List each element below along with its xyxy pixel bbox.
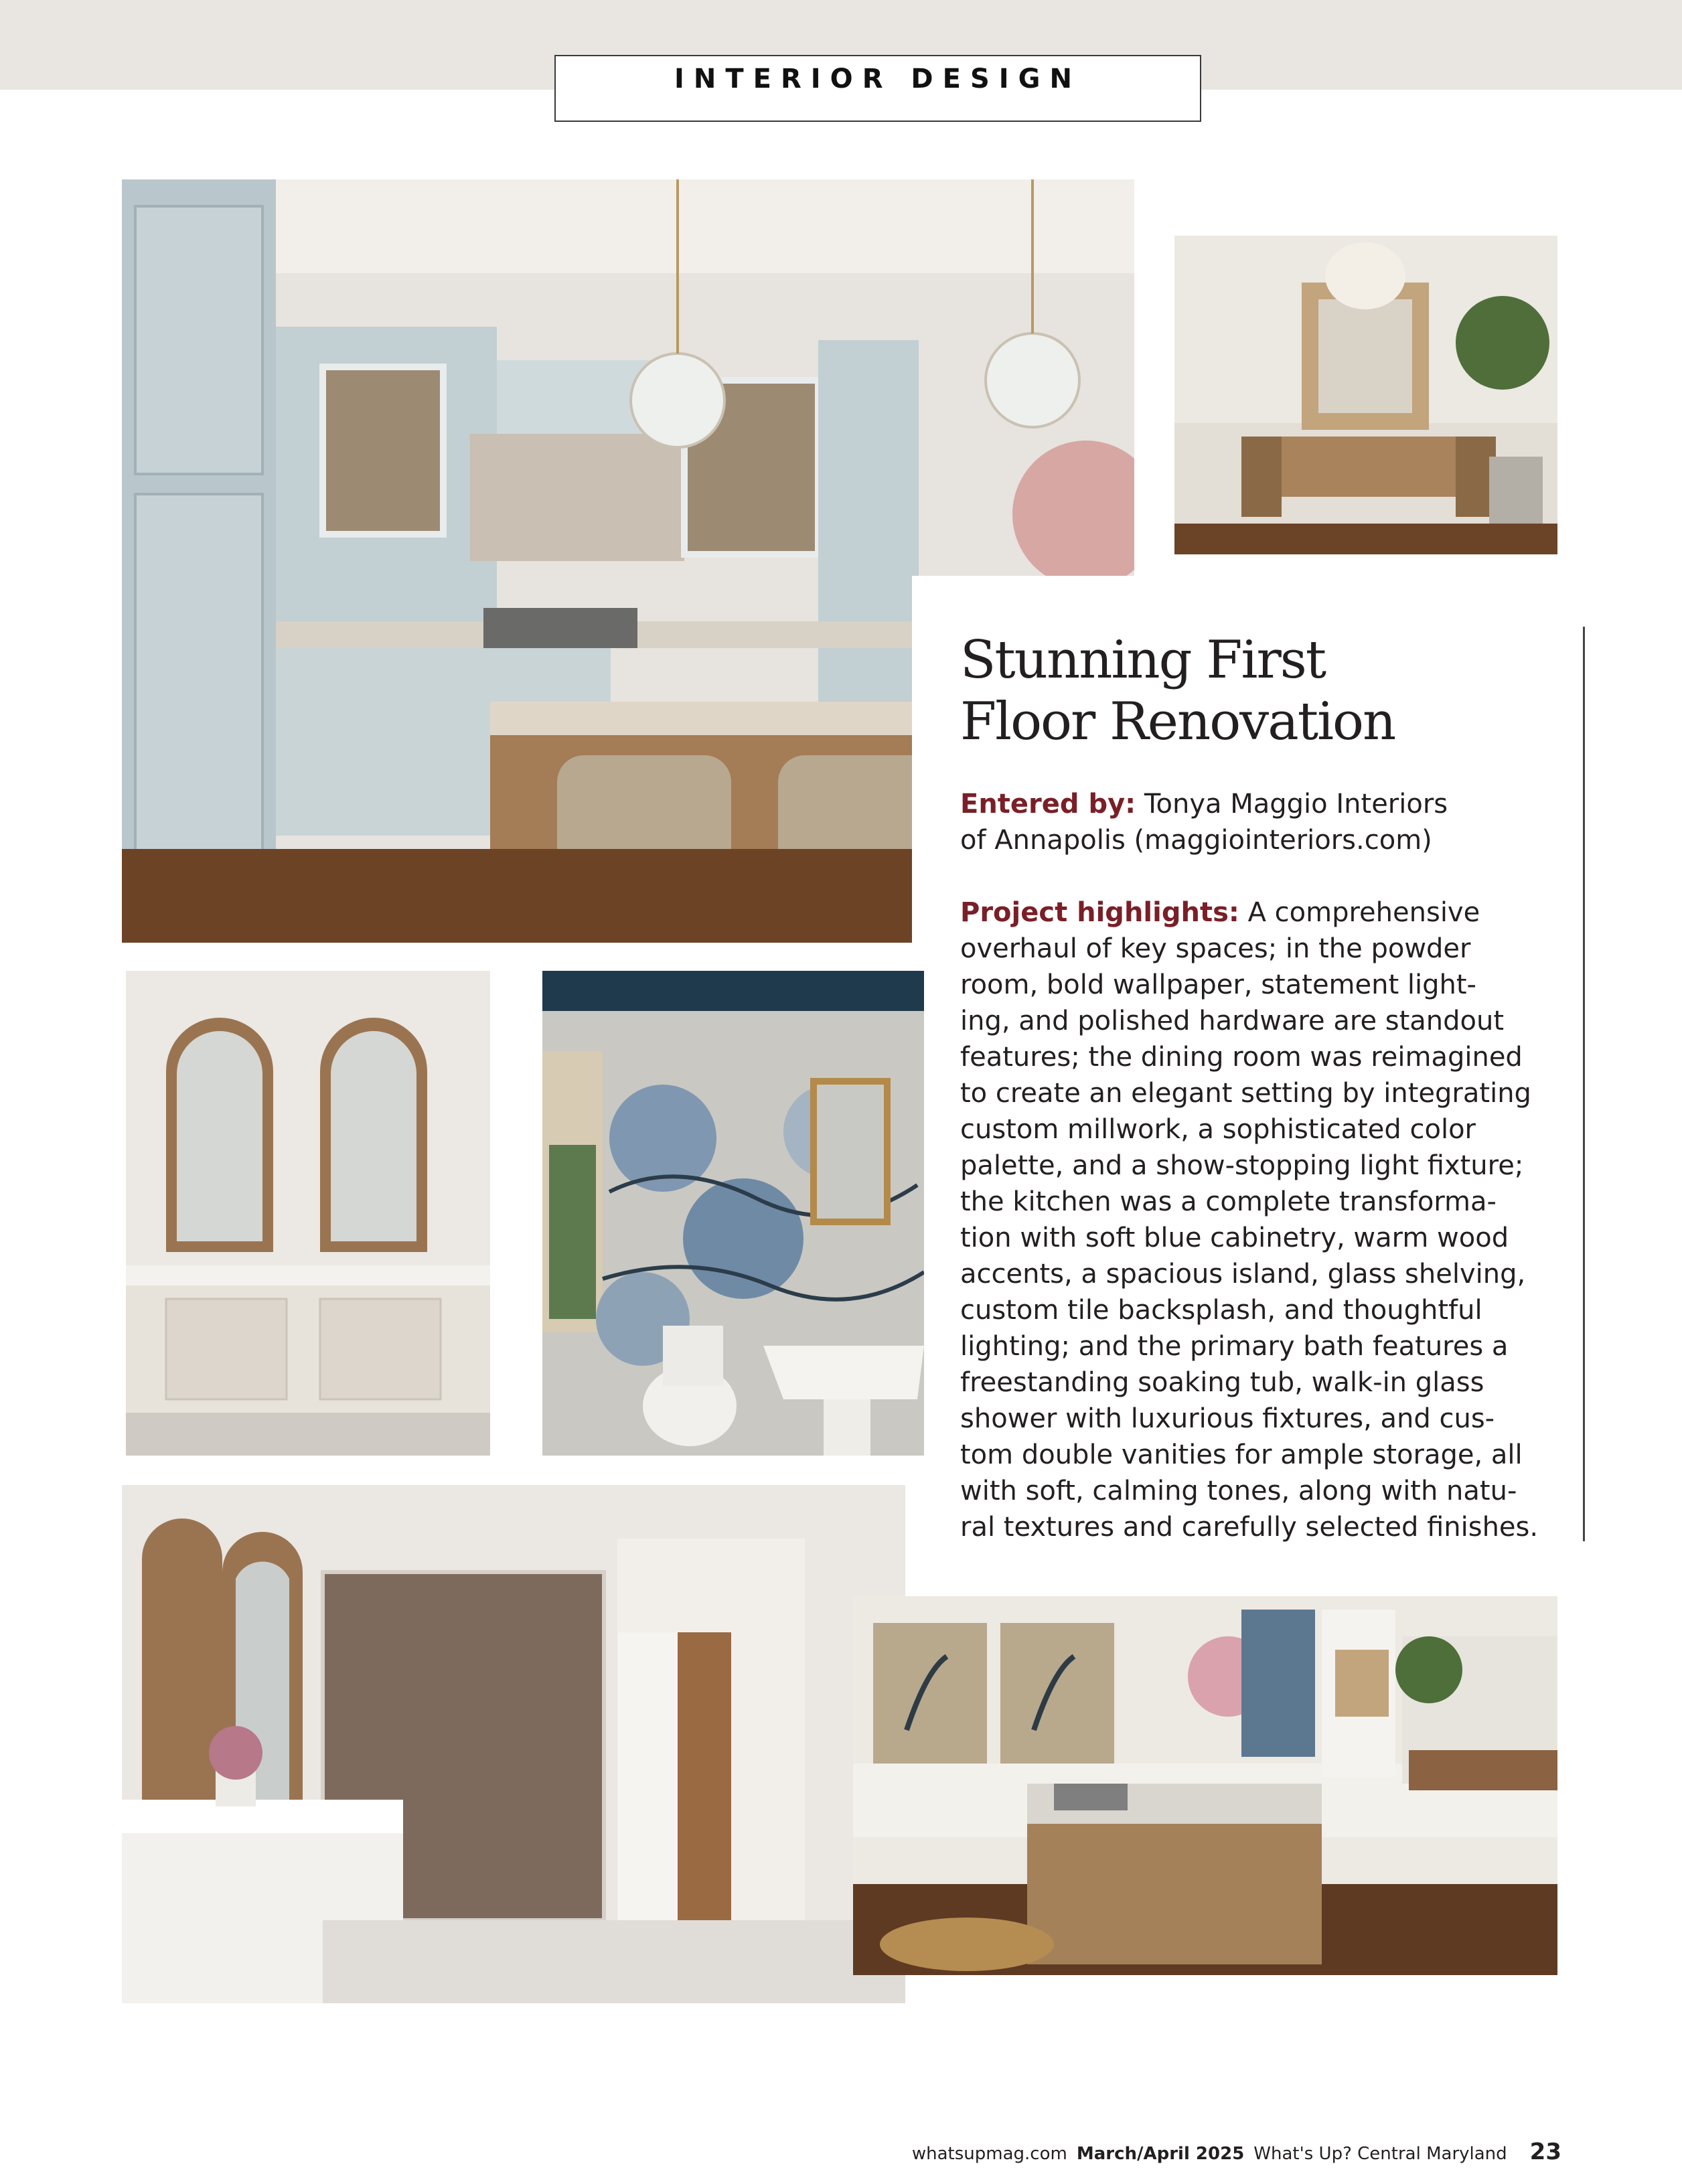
page-number: 23: [1529, 2138, 1561, 2165]
highlights-line: with soft, calming tones, along with natu-: [960, 1476, 1517, 1506]
section-label: INTERIOR DESIGN: [674, 64, 1081, 94]
highlights-line: shower with luxurious fixtures, and cus-: [960, 1403, 1495, 1434]
title-line: Floor Renovation: [960, 692, 1395, 752]
highlights-line: overhaul of key spaces; in the powder: [960, 933, 1471, 964]
highlights-line: features; the dining room was reimagined: [960, 1042, 1523, 1073]
powder-room-photo: [542, 971, 924, 1456]
highlights-line: tion with soft blue cabinetry, warm wood: [960, 1223, 1509, 1253]
article-title: [960, 629, 1549, 753]
highlights-line: accents, a spacious island, glass shelving,: [960, 1259, 1526, 1290]
primary-bath-photo: [122, 1485, 905, 2003]
highlights-line: tom double vanities for ample storage, all: [960, 1439, 1523, 1470]
footer-site: whatsupmag.com: [911, 2144, 1067, 2164]
entered-by-text: Tonya Maggio Interiors: [1144, 789, 1448, 820]
highlights-line: custom tile backsplash, and thoughtful: [960, 1295, 1482, 1326]
footer-publication: What's Up? Central Maryland: [1253, 2144, 1507, 2164]
footer-issue: March/April 2025: [1076, 2144, 1245, 2164]
highlights-paragraph: [960, 894, 1563, 1545]
highlights-text: A comprehensive: [1247, 897, 1480, 928]
highlights-line: the kitchen was a complete transforma-: [960, 1186, 1497, 1217]
vanity-mirrors-photo: [126, 971, 490, 1456]
highlights-line: freestanding soaking tub, walk-in glass: [960, 1367, 1484, 1398]
highlights-line: custom millwork, a sophisticated color: [960, 1114, 1476, 1145]
entered-by-paragraph: [960, 786, 1563, 858]
highlights-line: palette, and a show-stopping light fixture;: [960, 1150, 1524, 1181]
kitchen-island-photo: [853, 1596, 1557, 1975]
entered-by-text: of Annapolis (maggiointeriors.com): [960, 825, 1432, 856]
highlights-line: ral textures and carefully selected finishes.: [960, 1512, 1539, 1543]
highlights-line: to create an elegant setting by integrating: [960, 1078, 1531, 1109]
vertical-rule: [1583, 627, 1585, 1541]
title-line: Stunning First: [960, 630, 1326, 690]
highlights-line: ing, and polished hardware are standout: [960, 1006, 1505, 1036]
entered-by-label: Entered by:: [960, 789, 1136, 820]
dining-room-photo: [1174, 236, 1557, 554]
highlights-line: room, bold wallpaper, statement light-: [960, 969, 1476, 1000]
page-footer: [912, 2138, 1561, 2165]
section-header: [554, 55, 1201, 122]
highlights-line: lighting; and the primary bath features a: [960, 1331, 1509, 1362]
highlights-label: Project highlights:: [960, 897, 1239, 928]
